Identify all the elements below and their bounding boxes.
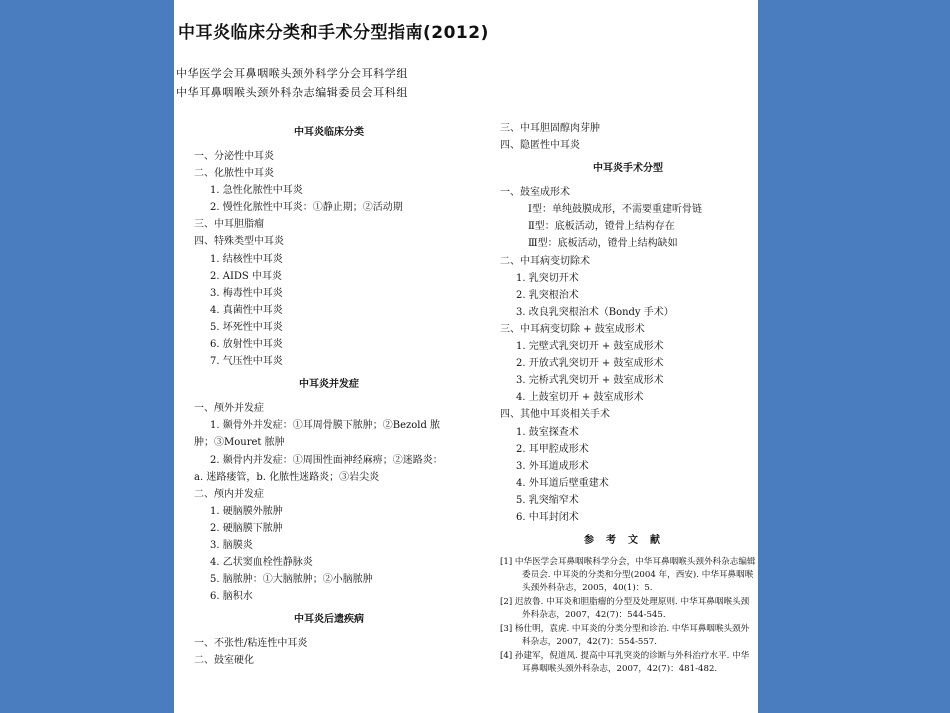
- list-item: 4. 外耳道后壁重建术: [516, 477, 609, 489]
- surgery-list: [500, 184, 756, 526]
- list-item: 5. 坏死性中耳炎: [210, 321, 283, 333]
- document-title: 中耳炎临床分类和手术分型指南(2012): [178, 23, 489, 43]
- list-item: 二、鼓室硬化: [194, 655, 254, 667]
- document-page: [174, 0, 758, 713]
- list-item: 2. 耳甲腔成形术: [516, 443, 589, 455]
- list-item: 2. 乳突根治术: [516, 289, 579, 301]
- list-item: 6. 中耳封闭术: [516, 511, 579, 523]
- list-item: 1. 结核性中耳炎: [210, 253, 283, 265]
- list-item: 四、其他中耳炎相关手术: [500, 409, 610, 421]
- right-column: [500, 118, 756, 677]
- section-heading-sequelae: 中耳炎后遗疾病: [294, 614, 364, 626]
- list-item: 6. 脑积水: [210, 591, 253, 603]
- sequelae-list: [194, 635, 464, 669]
- list-item: 1. 硬脑膜外脓肿: [210, 505, 283, 517]
- sequelae-list-continued: [500, 120, 756, 154]
- list-item: Ⅲ型：底板活动，镫骨上结构缺如: [528, 238, 678, 250]
- list-item: Ⅰ型：单纯鼓膜成形，不需要重建听骨链: [528, 204, 702, 216]
- complications-list: [194, 400, 464, 605]
- list-item: 4. 真菌性中耳炎: [210, 304, 283, 316]
- list-item: 3. 完桥式乳突切开 + 鼓室成形术: [516, 375, 664, 387]
- list-item: 一、颅外并发症: [194, 403, 264, 415]
- list-item: Ⅱ型：底板活动，镫骨上结构存在: [528, 221, 675, 233]
- list-item: 一、不张性/粘连性中耳炎: [194, 638, 308, 650]
- clinical-list: [194, 148, 464, 370]
- list-item: 1. 完壁式乳突切开 + 鼓室成形术: [516, 341, 664, 353]
- left-column: [194, 118, 464, 670]
- list-item: 3. 外耳道成形术: [516, 460, 589, 472]
- list-item: 三、中耳病变切除 + 鼓室成形术: [500, 323, 645, 335]
- list-item: 四、隐匿性中耳炎: [500, 140, 580, 152]
- section-heading-complications: 中耳炎并发症: [299, 379, 359, 391]
- list-item: 二、化脓性中耳炎: [194, 168, 274, 180]
- list-item: 3. 梅毒性中耳炎: [210, 287, 283, 299]
- author-block: [176, 64, 408, 102]
- list-item: 四、特殊类型中耳炎: [194, 236, 284, 248]
- list-item: a. 迷路瘘管，b. 化脓性迷路炎；③岩尖炎: [194, 471, 380, 483]
- list-item: 1. 乳突切开术: [516, 272, 579, 284]
- list-item: 5. 脑脓肿：①大脑脓肿；②小脑脓肿: [210, 574, 373, 586]
- list-item: 2. 硬脑膜下脓肿: [210, 522, 283, 534]
- list-item: 4. 上鼓室切开 + 鼓室成形术: [516, 392, 644, 404]
- section-heading-references: 参考文献: [584, 535, 672, 547]
- list-item: 2. 颞骨内并发症：①周围性面神经麻痹；②迷路炎：: [210, 454, 443, 466]
- reference-item: [3] 杨仕明，袁虎. 中耳炎的分类分型和诊治. 中华耳鼻咽喉头颈外科杂志，2007，42(7)：554-557.: [500, 624, 750, 648]
- list-item: 一、鼓室成形术: [500, 187, 570, 199]
- list-item: 1. 颞骨外并发症：①耳周骨膜下脓肿；②Bezold 脓: [210, 420, 441, 432]
- list-item: 2. 慢性化脓性中耳炎：①静止期；②活动期: [210, 202, 403, 214]
- reference-item: [2] 迟放鲁. 中耳炎和胆脂瘤的分型及处理原则. 中华耳鼻咽喉头颈外科杂志，2007，42(7)：544-545.: [500, 597, 750, 621]
- list-item: 7. 气压性中耳炎: [210, 356, 283, 368]
- reference-list: [500, 556, 756, 676]
- list-item: 三、中耳胆脂瘤: [194, 219, 264, 231]
- list-item: 3. 改良乳突根治术（Bondy 手术）: [516, 306, 674, 318]
- list-item: 5. 乳突缩窄术: [516, 494, 579, 506]
- list-item: 1. 鼓室探查术: [516, 426, 579, 438]
- reference-item: [4] 孙建军，倪道凤. 提高中耳乳突炎的诊断与外科治疗水平. 中华耳鼻咽喉头颈外科杂志，2007，42(7)：481-482.: [500, 651, 750, 675]
- list-item: 二、颅内并发症: [194, 488, 264, 500]
- list-item: 三、中耳胆固醇肉芽肿: [500, 123, 600, 134]
- list-item: 6. 放射性中耳炎: [210, 339, 283, 351]
- author-line: 中华医学会耳鼻咽喉头颈外科学分会耳科学组: [176, 67, 408, 80]
- list-item: 4. 乙状窦血栓性静脉炎: [210, 557, 313, 569]
- list-item: 3. 脑膜炎: [210, 539, 253, 551]
- list-item: 一、分泌性中耳炎: [194, 151, 274, 162]
- section-heading-clinical: 中耳炎临床分类: [294, 127, 364, 138]
- list-item: 2. 开放式乳突切开 + 鼓室成形术: [516, 358, 664, 370]
- list-item: 二、中耳病变切除术: [500, 255, 590, 267]
- section-heading-surgery: 中耳炎手术分型: [593, 163, 663, 175]
- author-line: 中华耳鼻咽喉头颈外科杂志编辑委员会耳科组: [176, 86, 408, 99]
- reference-item: [1] 中华医学会耳鼻咽喉科学分会，中华耳鼻咽喉头颈外科杂志编辑委员会. 中耳炎的分类和分型(2004 年，西安). 中华耳鼻咽喉头颈外科杂志，2005，40(1)：5.: [500, 557, 756, 594]
- list-item: 2. AIDS 中耳炎: [210, 270, 282, 282]
- list-item: 1. 急性化脓性中耳炎: [210, 185, 303, 197]
- list-item: 肿；③Mouret 脓肿: [194, 437, 285, 449]
